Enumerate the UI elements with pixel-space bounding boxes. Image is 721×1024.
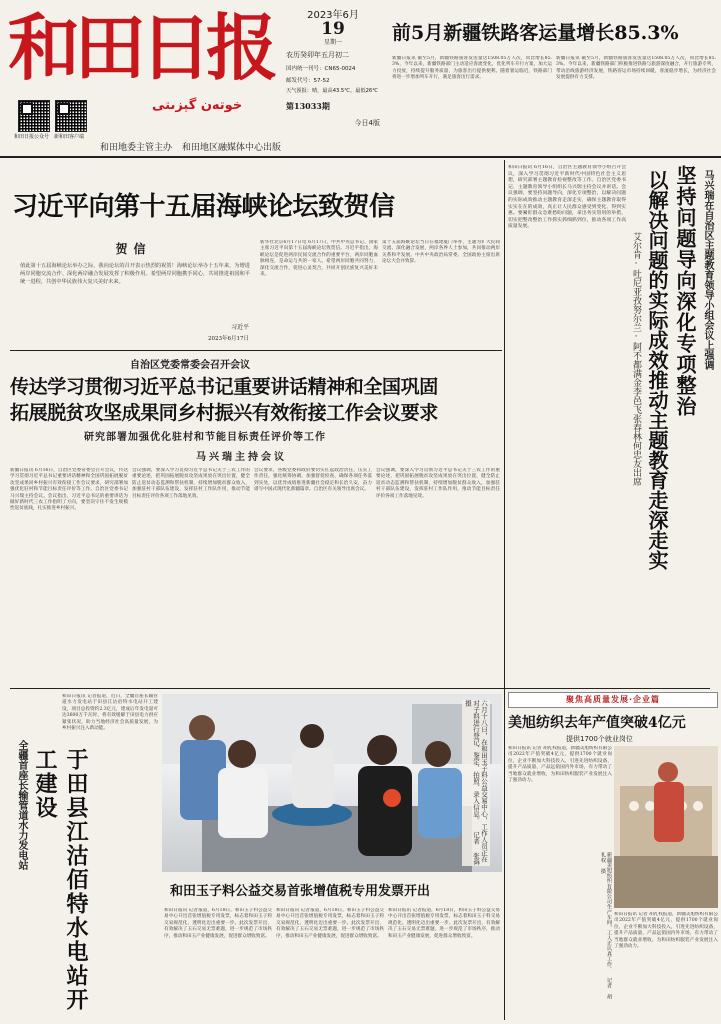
second-host: 马兴瑞主持会议 bbox=[196, 452, 287, 463]
top-news-headline: 前5月新疆铁路客运量增长85.3% bbox=[392, 22, 679, 44]
qr-label-daily: 和田日报公众号 bbox=[14, 134, 50, 140]
date-block bbox=[286, 6, 380, 128]
publisher: 和田地区融媒体中心出版 bbox=[182, 143, 282, 153]
jade-photo bbox=[162, 694, 502, 872]
spool bbox=[693, 801, 703, 811]
lead-headline: 习近平向第十五届海峡论坛致贺信 bbox=[12, 192, 395, 222]
person-5-head bbox=[425, 741, 451, 767]
postal-code: 邮发代号：57-52 bbox=[286, 78, 330, 84]
number-badge bbox=[383, 789, 401, 807]
masthead bbox=[0, 0, 721, 158]
lunar-date: 农历癸卯年五月初二 bbox=[286, 51, 349, 59]
right-lead-headline-a: 坚持问题导向深化专项整治 bbox=[673, 165, 697, 417]
textile-scene bbox=[614, 746, 718, 908]
person-3-head bbox=[300, 724, 324, 748]
sponsor: 和田地委主管主办 bbox=[100, 143, 173, 153]
letter-body: 值此第十五届海峡论坛举办之际，我向论坛的召开表示热烈的祝贺！海峡论坛举办十五年来，为增进两岸同胞交流合作、深化两岸融合发展发挥了积极作用。希望两岸同胞携手同心，共同推进祖国和平统一进程，共创中华民族伟大复兴美好未来。 bbox=[20, 263, 250, 285]
letter-signature: 习近平 bbox=[230, 324, 249, 331]
spool bbox=[629, 801, 639, 811]
lead-body-1: 新华社北京6月17日电 6月17日，中共中央总书记、国家主席习近平向第十五届海峡论坛致贺信。习近平指出，海峡论坛是促进两岸民间交流合作的重要平台，两岸同胞血脉相连，是命运与共的一家人。希望两岸同胞共同努力，深化交流合作，促进心灵契合，共同开创民族复兴美好未来。 bbox=[260, 240, 378, 278]
hydro-kicker: 全疆首座长输管道水力发电站 bbox=[16, 740, 27, 870]
right-lead-attendees: 艾尔肯·吐尼亚孜努尔兰·阿不都满金李邑飞张春林何忠友出席 bbox=[631, 232, 641, 486]
top-news-body-2: 新疆日报讯 截至5月，新疆铁路旅客发送量达1508.05万人次，同比增长85.3%。今年以来，新疆铁路部门积极推进铁路与旅游深度融合，开行旅游专列，带动沿线旅游经济发展，铁路客运市场持续回暖，客流稳步增长，为经济社会发展提供有力支撑。 bbox=[556, 56, 716, 81]
right-lead-kicker: 马兴瑞在自治区主题教育领导小组会议上强调 bbox=[702, 170, 713, 370]
person-2-head bbox=[228, 740, 256, 768]
congratulatory-letter bbox=[12, 240, 255, 348]
machine-base bbox=[614, 856, 718, 908]
business-body-1: 和田日报讯 记者 胡礼权报道，新疆美旭纺织有限公司2022年产值突破4亿元，提供1700个就业岗位，企业不断加大科技投入，引进先进纺织设备，提升产品质量，产品远销国内外市场，有力带动了当地群众就业增收，为和田纺织服装产业发展注入了强劲动力。 bbox=[508, 746, 612, 784]
right-column-divider bbox=[504, 160, 505, 690]
masthead-title: 和田日报 bbox=[8, 5, 273, 90]
qr-code-icon bbox=[18, 100, 50, 132]
second-headline-line2: 拓展脱贫攻坚成果同乡村振兴有效衔接工作会议要求 bbox=[10, 402, 438, 424]
business-divider bbox=[504, 690, 505, 1020]
issue-number: 第13033期 bbox=[286, 101, 330, 111]
hydro-headline: 于田县江沽佰特水电站开工建设 bbox=[32, 748, 89, 1012]
business-section-label: 聚焦高质量发展·企业篇 bbox=[565, 695, 661, 704]
jade-body-1: 和田日报讯 记者报道，6月18日，和田玉子料公益交易中心开出首张增值税专用发票，标志着和田玉子料交易规范化、透明化迈出重要一步。此次发票开出，有效解决了玉石交易无票难题，进一步规范了市场秩序，推动和田玉产业健康发展，促进群众增收致富。 bbox=[164, 908, 272, 939]
lead-divider bbox=[10, 350, 502, 351]
second-subhead: 研究部署加强优化驻村和节能目标责任评价等工作 bbox=[84, 432, 326, 443]
jade-headline: 和田玉子料公益交易首张增值税专用发票开出 bbox=[170, 884, 431, 899]
photo-scene bbox=[162, 694, 502, 872]
lead-body-2: 第十五届海峡论坛当日在福建厦门举办，主题为扩大民间交流、深化融合发展，两岸各界人士参加，共同推动两岸关系和平发展。中共中央政治局常委、全国政协主席出席论坛大会并致辞。 bbox=[382, 240, 500, 265]
photo-caption: 六月十八日，在和田玉子料公益交易中心，工作人员正在对子料进行登记、鉴定、拍照、录入信息。 记者 张舜 摄 bbox=[464, 700, 488, 866]
jade-body-2: 和田日报讯 记者报道，6月18日，和田玉子料公益交易中心开出首张增值税专用发票，标志着和田玉子料交易规范化、透明化迈出重要一步。此次发票开出，有效解决了玉石交易无票难题，进一步规范了市场秩序，推动和田玉产业健康发展，促进群众增收致富。 bbox=[276, 908, 384, 939]
second-divider bbox=[10, 688, 710, 689]
masthead-uyghur-title: خوتەن گېزىتى bbox=[152, 98, 243, 113]
weather: 天气预报：晴，最高43.5℃，最低26℃ bbox=[286, 88, 379, 94]
second-body-3: 会议要求，各级党委和政府要切实扛起政治责任，压实工作责任，强化统筹协调，加强督促检查，确保各项任务落到实处，以优异成绩推进新疆社会稳定和长治久安，奋力谱写中国式现代化新疆篇章。自治区有关领导出席会议。 bbox=[254, 468, 372, 493]
person-4-head bbox=[367, 735, 397, 765]
date-year-month: 2023年6月 bbox=[307, 10, 359, 21]
second-headline-line1: 传达学习贯彻习近平总书记重要讲话精神和全国巩固 bbox=[10, 376, 438, 398]
business-subhead: 提供1700个就业岗位 bbox=[566, 735, 633, 743]
business-body-2: 和田日报讯 记者 胡礼权报道，新疆美旭纺织有限公司2022年产值突破4亿元，提供1700个就业岗位，企业不断加大科技投入，引进先进纺织设备，提升产品质量，产品远销国内外市场，有力带动了当地群众就业增收，为和田纺织服装产业发展注入了强劲动力。 bbox=[614, 912, 718, 950]
right-lead-headline-b: 以解决问题的实际成效推动主题教育走深走实 bbox=[645, 170, 669, 570]
cn-number: 国内统一刊号：CN65-0024 bbox=[286, 66, 356, 72]
letter-title: 贺信 bbox=[115, 242, 152, 256]
second-kicker: 自治区党委常委会召开会议 bbox=[130, 360, 250, 371]
hydro-body: 和田日报讯 记者报道，近日，全疆首座长输管道水力发电站于田县江沽佰特水电站开工建设，项目总投资约2.3亿元，建成后年发电量可达3600万千瓦时，将有效缓解于田县电力供应紧张状况，助力当地经济社会高质量发展，为乡村振兴注入新动能。 bbox=[62, 694, 158, 732]
date-day: 19 bbox=[321, 19, 345, 39]
person-5-body bbox=[418, 768, 462, 838]
spool bbox=[645, 801, 655, 811]
second-body-2: 会议强调，要深入学习贯彻习近平总书记关于三农工作的重要论述，把巩固拓展脱贫攻坚成果放在突出位置，健全防止返贫动态监测和帮扶机制，持续增加脱贫群众收入，加强驻村干部队伍建设，发挥驻村工作队作用，推动节能目标责任评价各项工作落地见效。 bbox=[132, 468, 250, 499]
business-headline: 美旭纺织去年产值突破4亿元 bbox=[508, 715, 686, 731]
page-count: 今日4版 bbox=[354, 119, 380, 127]
textile-photo-caption: 新疆美旭纺织有限公司生产车间，工人正认真工作。 记者 胡礼权 摄 bbox=[600, 852, 612, 1000]
weekday: 星期一 bbox=[323, 39, 342, 46]
person-3-body bbox=[292, 748, 334, 808]
right-lead-body: 和田日报讯 6月16日，自治区主题教育领导小组召开会议，深入学习贯彻习近平新时代中国特色社会主义思想，研究部署主题教育检视整改等工作。自治区党委书记、主题教育领导小组组长马兴瑞主持会议并讲话。会议强调，要坚持问题导向，深化专项整治，以解决问题的实际成效推动主题教育走深走实，确保主题教育取得实实在在的成效，真正让人民群众感受到变化、得到实惠。要紧盯群众急难愁盼问题，拿出务实管用的举措，切实把整改整治工作抓实抓细抓到位，推动各项工作高质量发展。 bbox=[508, 165, 626, 230]
jade-body-3: 和田日报讯 记者报道，6月18日，和田玉子料公益交易中心开出首张增值税专用发票，标志着和田玉子料交易规范化、透明化迈出重要一步。此次发票开出，有效解决了玉石交易无票难题，进一步规范了市场秩序，推动和田玉产业健康发展，促进群众增收致富。 bbox=[388, 908, 500, 939]
person-4-body bbox=[358, 766, 412, 856]
masthead-divider bbox=[0, 156, 721, 158]
person-1-head bbox=[189, 715, 215, 741]
letter-date: 2023年6月17日 bbox=[208, 336, 249, 342]
business-section-banner bbox=[508, 692, 718, 708]
qr-code-icon bbox=[55, 100, 87, 132]
person-2-body bbox=[218, 768, 268, 838]
second-body-1: 新疆日报讯 6月16日，自治区党委常委会召开会议，传达学习贯彻习近平总书记重要讲话精神和全国巩固拓展脱贫攻坚成果同乡村振兴有效衔接工作会议要求，研究部署加强优化驻村和节能目标责任评价等工作。自治区党委书记马兴瑞主持会议。会议指出，习近平总书记的重要讲话为做好新时代三农工作指明了方向，要坚决守住不发生规模性返贫底线，扎实推进乡村振兴。 bbox=[10, 468, 128, 512]
top-news-body-1: 新疆日报讯 截至5月，新疆铁路旅客发送量达1508.05万人次，同比增长85.3%，今年以来，新疆铁路部门主动适应客流变化，优化列车开行方案，加大运力投放，持续提升服务质量，为旅客出行提供便利。随着暑运临近，铁路部门将进一步增加列车开行，满足旅客出行需求。 bbox=[392, 56, 552, 81]
second-body-4: 会议强调，要深入学习贯彻习近平总书记关于三农工作的重要论述，把巩固拓展脱贫攻坚成果放在突出位置，健全防止返贫动态监测和帮扶机制，持续增加脱贫群众收入，加强驻村干部队伍建设，发挥驻村工作队作用，推动节能目标责任评价各项工作落地见效。 bbox=[376, 468, 500, 499]
textile-photo bbox=[614, 746, 718, 908]
worker-head bbox=[658, 762, 678, 782]
worker-body bbox=[654, 782, 684, 842]
qr-label-app: 新和田客户端 bbox=[54, 134, 85, 140]
